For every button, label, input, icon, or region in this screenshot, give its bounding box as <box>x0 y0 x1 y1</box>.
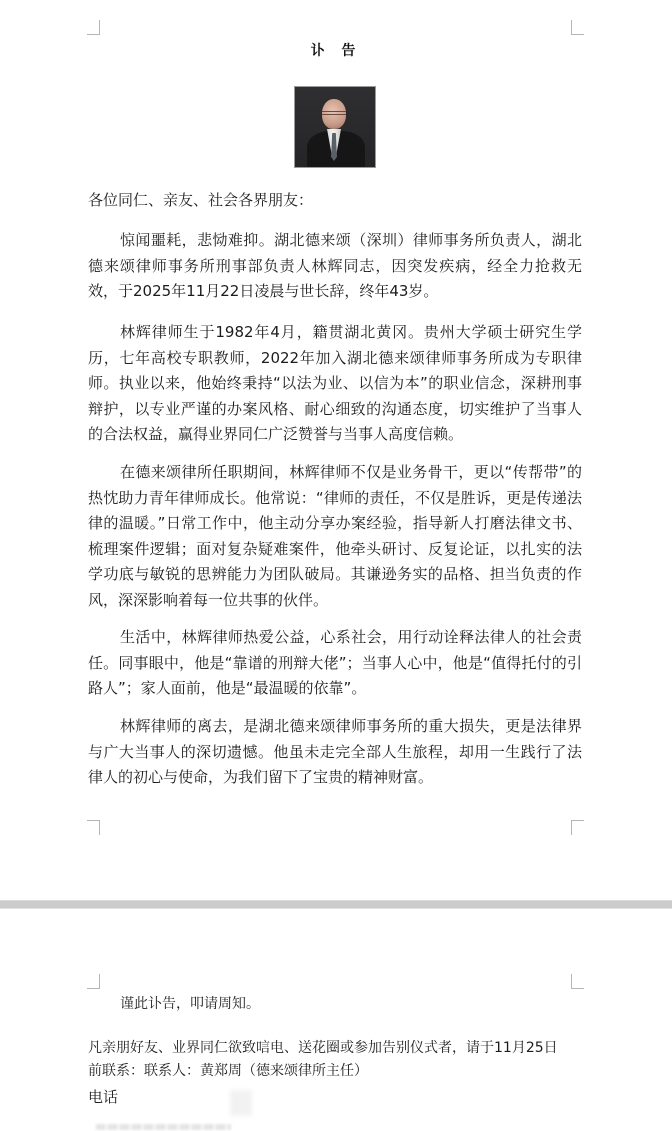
page-separator <box>0 900 672 909</box>
margin-corner-mark-bottom-right <box>571 820 584 835</box>
contact-line-1: 凡亲朋好友、业界同仁欲致唁电、送花圈或参加告别仪式者，请于11月25日 <box>88 1040 558 1056</box>
redacted-phone-number <box>230 1090 252 1116</box>
margin-corner-mark-bottom-left <box>87 820 100 835</box>
page-title: 讣 告 <box>310 43 362 59</box>
paragraph-text: 林辉律师的离去，是湖北德来颂律师事务所的重大损失，更是法律界与广大当事人的深切遗憾。他虽未走完全部人生旅程，却用一生践行了法律人的初心与使命，为我们留下了宝贵的精神财富。 <box>88 717 582 786</box>
paragraph-text: 林辉律师生于1982年4月，籍贯湖北黄冈。贵州大学硕士研究生学历，七年高校专职教师，2022年加入湖北德来颂律师事务所成为专职律师。执业以来，他始终秉持“以法为业、以信为本”的职业信念，深耕刑事辩护，以专业严谨的办案风格、耐心细致的沟通态度，切实维护了当事人的合法权益，赢得业界同仁广泛赞誉与当事人高度信赖。 <box>88 323 582 443</box>
contact-line-2: 前联系：联系人：黄郑周（德来颂律所主任） <box>88 1063 368 1079</box>
margin-corner-mark-top-left-page2 <box>87 974 100 989</box>
paragraph-text: 在德来颂律所任职期间，林辉律师不仅是业务骨干，更以“传帮带”的热忱助力青年律师成长。他常说：“律师的责任，不仅是胜诉，更是传递法律的温暖。”日常工作中，他主动分享办案经验，指导新人打磨法律文书、梳理案件逻辑；面对复杂疑难案件，他牵头研讨、反复论证，以扎实的法学功底与敏锐的思辨能力为团队破局。其谦逊务实的品格、担当负责的作风，深深影响着每一位共事的伙伴。 <box>88 463 582 609</box>
blurred-text-line <box>96 1124 231 1130</box>
closing-line: 谨此讣告，叩请周知。 <box>120 996 260 1012</box>
paragraph-career <box>88 460 582 613</box>
margin-corner-mark-top-right-page2 <box>571 974 584 989</box>
portrait-glasses <box>322 111 346 115</box>
paragraph-biography <box>88 320 582 448</box>
paragraph-announcement <box>88 228 582 305</box>
margin-corner-mark-top-right <box>571 20 584 35</box>
phone-label: 电话 <box>88 1088 119 1106</box>
portrait-photo <box>294 86 376 168</box>
paragraph-text: 生活中，林辉律师热爱公益，心系社会，用行动诠释法律人的社会责任。同事眼中，他是“靠谱的刑辩大佬”；当事人心中，他是“值得托付的引路人”；家人面前，他是“最温暖的依靠”。 <box>88 628 582 697</box>
contact-info <box>88 1037 582 1083</box>
margin-corner-mark-top-left <box>87 20 100 35</box>
salutation: 各位同仁、亲友、社会各界朋友： <box>88 191 314 209</box>
paragraph-text: 惊闻噩耗，悲恸难抑。湖北德来颂（深圳）律师事务所负责人，湖北德来颂律师事务所刑事部负责人林辉同志，因突发疾病，经全力抢救无效，于2025年11月22日凌晨与世长辞，终年43岁。 <box>88 231 582 300</box>
paragraph-life <box>88 625 582 702</box>
paragraph-tribute <box>88 714 582 791</box>
